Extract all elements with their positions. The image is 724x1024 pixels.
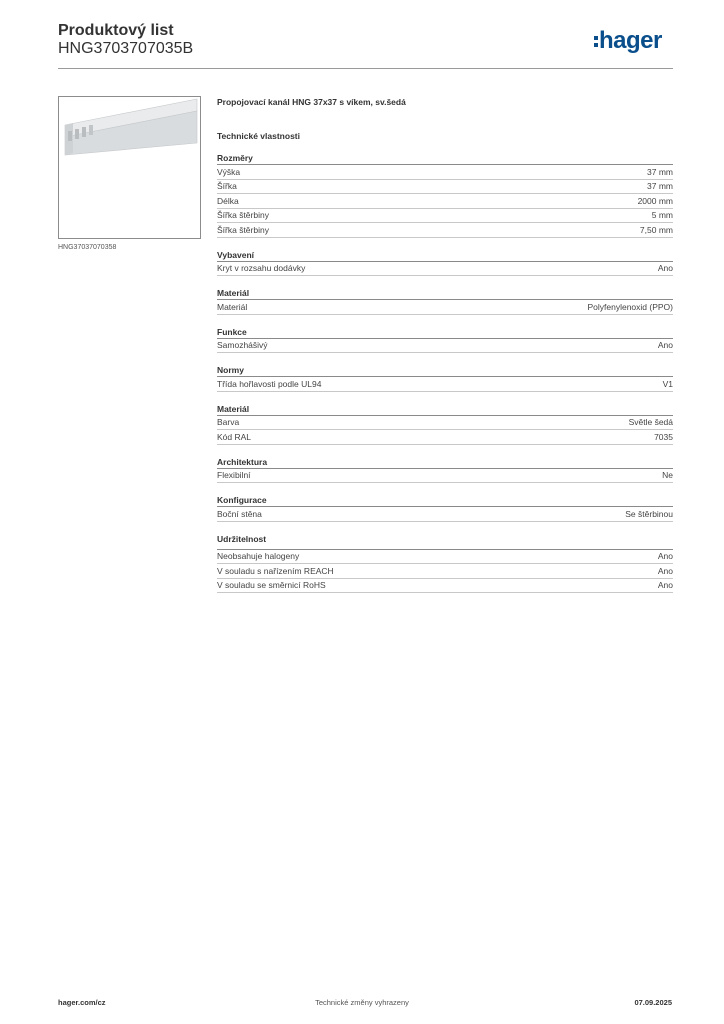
spec-groups [217,152,673,593]
cable-duct-icon [59,97,200,238]
spec-group-title: Materiál [217,403,250,414]
spec-label: Barva [217,417,240,428]
spec-row [217,180,673,195]
spec-value: Se štěrbinou [625,508,673,519]
spec-label: Výška [217,166,241,177]
page-title: Produktový list [58,22,174,39]
product-code: HNG3703707035B [58,40,194,57]
spec-value: Ne [662,470,673,481]
spec-row [217,223,673,238]
spec-group-title: Rozměry [217,153,253,163]
spec-row [217,262,673,277]
spec-value: Polyfenylenoxid (PPO) [587,301,673,312]
spec-group-title: Funkce [217,326,247,337]
spec-row [217,507,673,522]
product-image [58,96,201,239]
spec-group [217,152,673,238]
spec-value: Ano [657,340,673,351]
spec-row [217,194,673,209]
footer-date: 07.09.2025 [634,998,672,1007]
spec-label: Šířka [217,181,237,192]
footer-website-link[interactable]: hager.com/cz [58,998,106,1007]
spec-label: Neobsahuje halogeny [217,551,300,562]
spec-group [217,326,673,354]
spec-row [217,339,673,354]
logo-dots-icon [594,36,598,47]
footer-note: Technické změny vyhrazeny [315,998,409,1007]
section-title: Technické vlastnosti [217,131,300,141]
spec-row [217,430,673,445]
spec-label: Materiál [217,301,248,312]
spec-label: Kód RAL [217,431,252,442]
spec-label: Šířka štěrbiny [217,224,269,235]
spec-row [217,300,673,315]
spec-label: Boční stěna [217,508,262,519]
spec-row [217,550,673,565]
spec-group [217,287,673,315]
spec-group [217,456,673,484]
spec-value: V1 [662,378,673,389]
product-name: Propojovací kanál HNG 37x37 s víkem, sv.šedá [217,97,406,107]
spec-row [217,579,673,594]
spec-row [217,209,673,224]
image-caption: HNG37037070358 [58,244,117,251]
spec-value: 7,50 mm [639,224,673,235]
spec-row [217,377,673,392]
spec-group [217,364,673,392]
spec-row [217,564,673,579]
spec-label: Kryt v rozsahu dodávky [217,263,306,274]
spec-label: Samozhášivý [217,340,268,351]
spec-value: 2000 mm [637,195,673,206]
spec-group-title: Konfigurace [217,495,267,505]
spec-row [217,469,673,484]
spec-group [217,533,673,594]
spec-label: Délka [217,195,239,206]
spec-content [217,96,673,604]
spec-label: Šířka štěrbiny [217,210,269,221]
spec-value: Ano [657,565,673,576]
spec-label: Flexibilní [217,470,251,481]
spec-group-title: Architektura [217,456,268,467]
spec-value: Světle šedá [628,417,673,428]
spec-label: Třída hořlavosti podle UL94 [217,378,322,389]
spec-value: Ano [657,580,673,591]
spec-group-title: Normy [217,365,244,375]
spec-group-title: Vybavení [217,249,255,260]
spec-row [217,416,673,431]
spec-group-title: Udržitelnost [217,533,267,544]
hager-logo [594,27,662,55]
spec-group [217,403,673,445]
spec-group [217,249,673,277]
spec-row [217,165,673,180]
spec-value: Ano [657,263,673,274]
spec-value: 7035 [654,431,673,442]
spec-group [217,494,673,522]
spec-label: V souladu s nařízením REACH [217,565,334,576]
spec-value: 5 mm [651,210,673,221]
spec-value: 37 mm [647,166,673,177]
spec-value: Ano [657,551,673,562]
spec-value: 37 mm [647,181,673,192]
spec-group-title: Materiál [217,288,250,298]
header-divider [58,68,673,69]
spec-label: V souladu se směrnicí RoHS [217,580,326,591]
logo-text: hager [599,27,662,54]
